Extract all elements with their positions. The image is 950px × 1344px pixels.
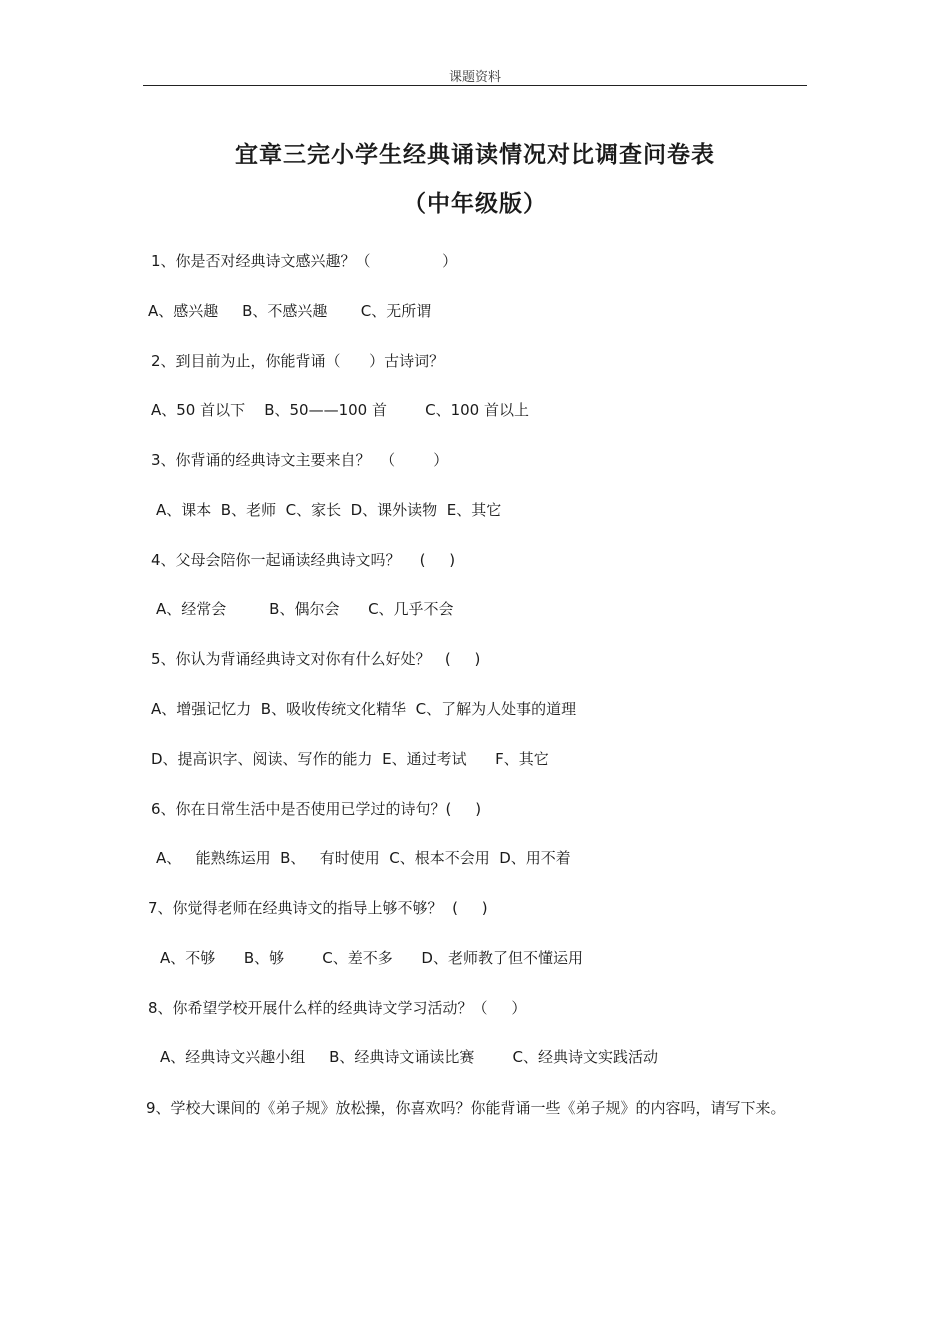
question-2: 2、到目前为止，你能背诵（ ）古诗词？ (151, 352, 445, 370)
question-9: 9、学校大课间的《弟子规》放松操，你喜欢吗？你能背诵一些《弟子规》的内容吗，请写下来。 (146, 1099, 786, 1117)
question-2-options: A、50 首以下 B、50——100 首 C、100 首以上 (151, 401, 529, 419)
question-8-options: A、经典诗文兴趣小组 B、经典诗文诵读比赛 C、经典诗文实践活动 (160, 1048, 659, 1066)
question-8: 8、你希望学校开展什么样的经典诗文学习活动？（ ） (148, 999, 527, 1017)
question-6: 6、你在日常生活中是否使用已学过的诗句？( ) (151, 800, 482, 818)
question-3: 3、你背诵的经典诗文主要来自？ （ ） (151, 451, 449, 469)
question-4-options: A、经常会 B、偶尔会 C、几乎不会 (156, 600, 454, 618)
question-5: 5、你认为背诵经典诗文对你有什么好处？ ( ) (151, 650, 481, 668)
question-7-options: A、不够 B、够 C、差不多 D、老师教了但不懂运用 (160, 949, 583, 967)
question-1-options: A、感兴趣 B、不感兴趣 C、无所谓 (148, 302, 432, 320)
question-1: 1、你是否对经典诗文感兴趣？（ ） (151, 252, 458, 270)
question-6-options: A、 能熟练运用 B、 有时使用 C、根本不会用 D、用不着 (156, 849, 571, 867)
question-3-options: A、课本 B、老师 C、家长 D、课外读物 E、其它 (156, 501, 502, 519)
question-5-options-1: A、增强记忆力 B、吸收传统文化精华 C、了解为人处事的道理 (151, 700, 577, 718)
header-label: 课题资料 (448, 70, 501, 85)
question-7: 7、你觉得老师在经典诗文的指导上够不够？ ( ) (148, 899, 488, 917)
header-rule (143, 85, 807, 86)
question-5-options-2: D、提高识字、阅读、写作的能力 E、通过考试 F、其它 (151, 750, 549, 768)
document-title: 宜章三完小学生经典诵读情况对比调查问卷表 (235, 142, 715, 168)
question-4: 4、父母会陪你一起诵读经典诗文吗？ ( ) (151, 551, 456, 569)
document-subtitle: （中年级版） (403, 191, 547, 217)
